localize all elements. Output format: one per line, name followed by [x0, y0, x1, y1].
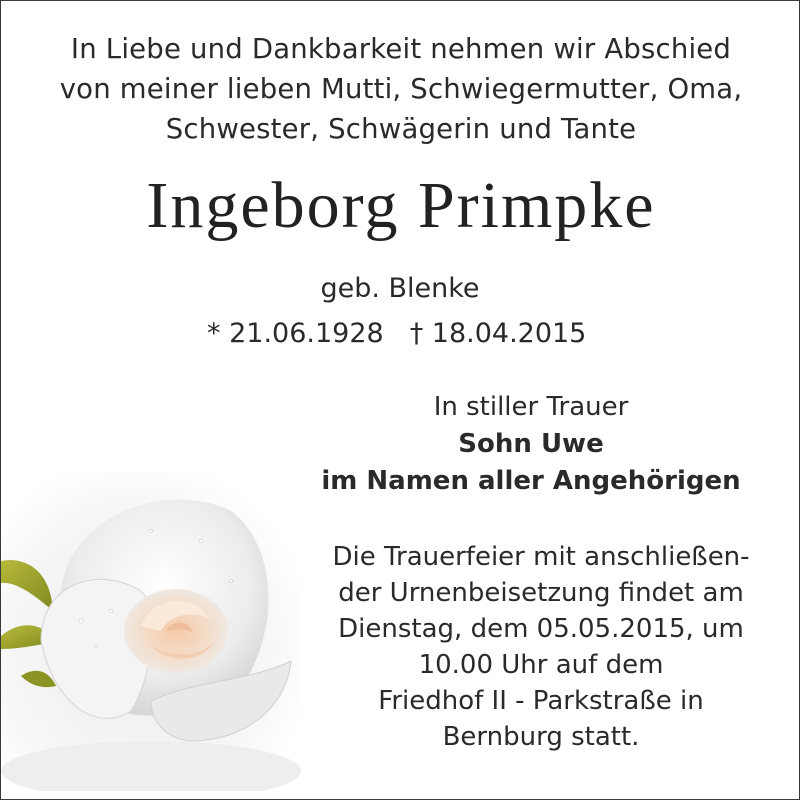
- birth-date: * 21.06.1928: [207, 318, 384, 349]
- intro-line: von meiner lieben Mutti, Schwiegermutter, Oma,: [59, 73, 743, 105]
- white-rose-image: [1, 471, 301, 791]
- ceremony-line: Dienstag, dem 05.05.2015, um: [338, 614, 744, 644]
- ceremony-line: der Urnenbeisetzung findet am: [338, 578, 744, 608]
- intro-text: [1, 29, 800, 149]
- ceremony-line: Friedhof II - Parkstraße in: [378, 686, 704, 716]
- mourner-name: Sohn Uwe: [458, 429, 604, 459]
- mourners-block: [311, 389, 751, 500]
- mourner-family: im Namen aller Angehörigen: [321, 466, 741, 496]
- intro-line: In Liebe und Dankbarkeit nehmen wir Abschied: [70, 33, 732, 65]
- ceremony-line: 10.00 Uhr auf dem: [418, 650, 664, 680]
- mourning-phrase: In stiller Trauer: [433, 392, 629, 422]
- ceremony-notice: [301, 539, 781, 755]
- ceremony-line: Bernburg statt.: [442, 722, 640, 752]
- life-dates: [207, 314, 607, 354]
- ceremony-line: Die Trauerfeier mit anschließen-: [332, 542, 750, 572]
- intro-line: Schwester, Schwägerin und Tante: [165, 113, 637, 145]
- death-date: † 18.04.2015: [409, 318, 587, 349]
- maiden-name: geb. Blenke: [320, 273, 480, 304]
- deceased-name: Ingeborg Primpke: [146, 169, 656, 242]
